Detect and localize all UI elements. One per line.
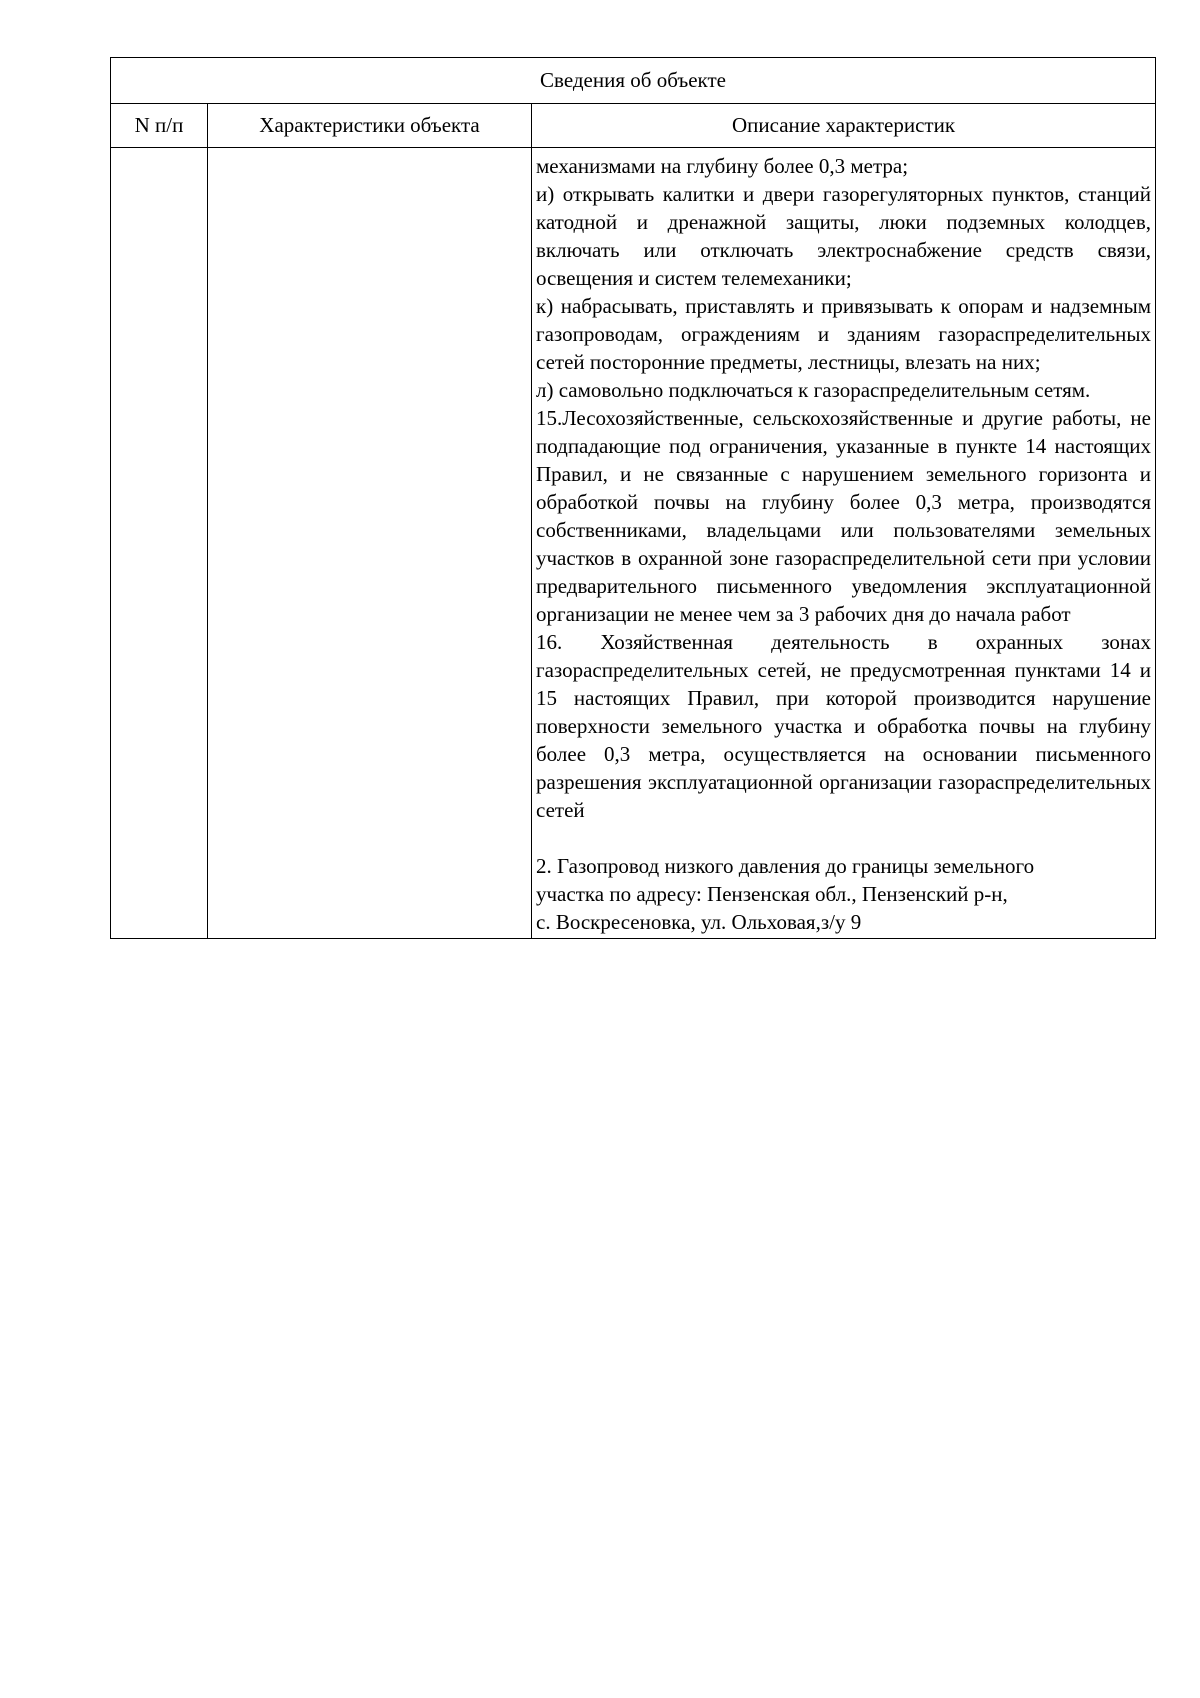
cell-num [111,148,208,939]
table-header-row [111,104,1156,148]
description-paragraph: и) открывать калитки и двери газорегуляторных пунктов, станций катодной и дренажной защиты, люки подземных колодцев, включать или отключать электроснабжение средств связи, освещения и систем телемеханики; [536,182,1151,290]
header-characteristics: Характеристики объекта [208,104,532,148]
object-info-table [110,57,1156,939]
address-line: 2. Газопровод низкого давления до границы земельного [536,854,1035,878]
description-paragraph: 16. Хозяйственная деятельность в охранных зонах газораспределительных сетей, не предусмотренная пунктами 14 и 15 настоящих Правил, при которой производится нарушение поверхности земельного участка и обработка почвы на глубину более 0,3 метра, осуществляется на основании письменного разрешения эксплуатационной организации газораспределительных сетей [536,630,1151,822]
description-paragraph: 15.Лесохозяйственные, сельскохозяйственные и другие работы, не подпадающие под ограничения, указанные в пункте 14 настоящих Правил, и не связанные с нарушением земельного горизонта и обработкой почвы на глубину более 0,3 метра, производятся собственниками, владельцами или пользователями земельных участков в охранной зоне газораспределительной сети при условии предварительного письменного уведомления эксплуатационной организации не менее чем за 3 рабочих дня до начала работ [536,406,1151,626]
table-title-row [111,58,1156,104]
address-line: участка по адресу: Пензенская обл., Пензенский р-н, [536,882,1008,906]
description-paragraph: механизмами на глубину более 0,3 метра; [536,154,909,178]
table-title: Сведения об объекте [111,58,1156,104]
paragraph-spacer [536,824,1151,852]
address-block [536,852,1151,938]
cell-description [532,148,1156,939]
header-num: N п/п [111,104,208,148]
description-paragraph: л) самовольно подключаться к газораспределительным сетям. [536,378,1091,402]
address-line: с. Воскресеновка, ул. Ольховая,з/у 9 [536,910,862,934]
table-row [111,148,1156,939]
header-description: Описание характеристик [532,104,1156,148]
description-paragraph: к) набрасывать, приставлять и привязывать к опорам и надземным газопроводам, ограждениям и зданиям газораспределительных сетей посторонние предметы, лестницы, влезать на них; [536,294,1151,374]
cell-characteristics [208,148,532,939]
